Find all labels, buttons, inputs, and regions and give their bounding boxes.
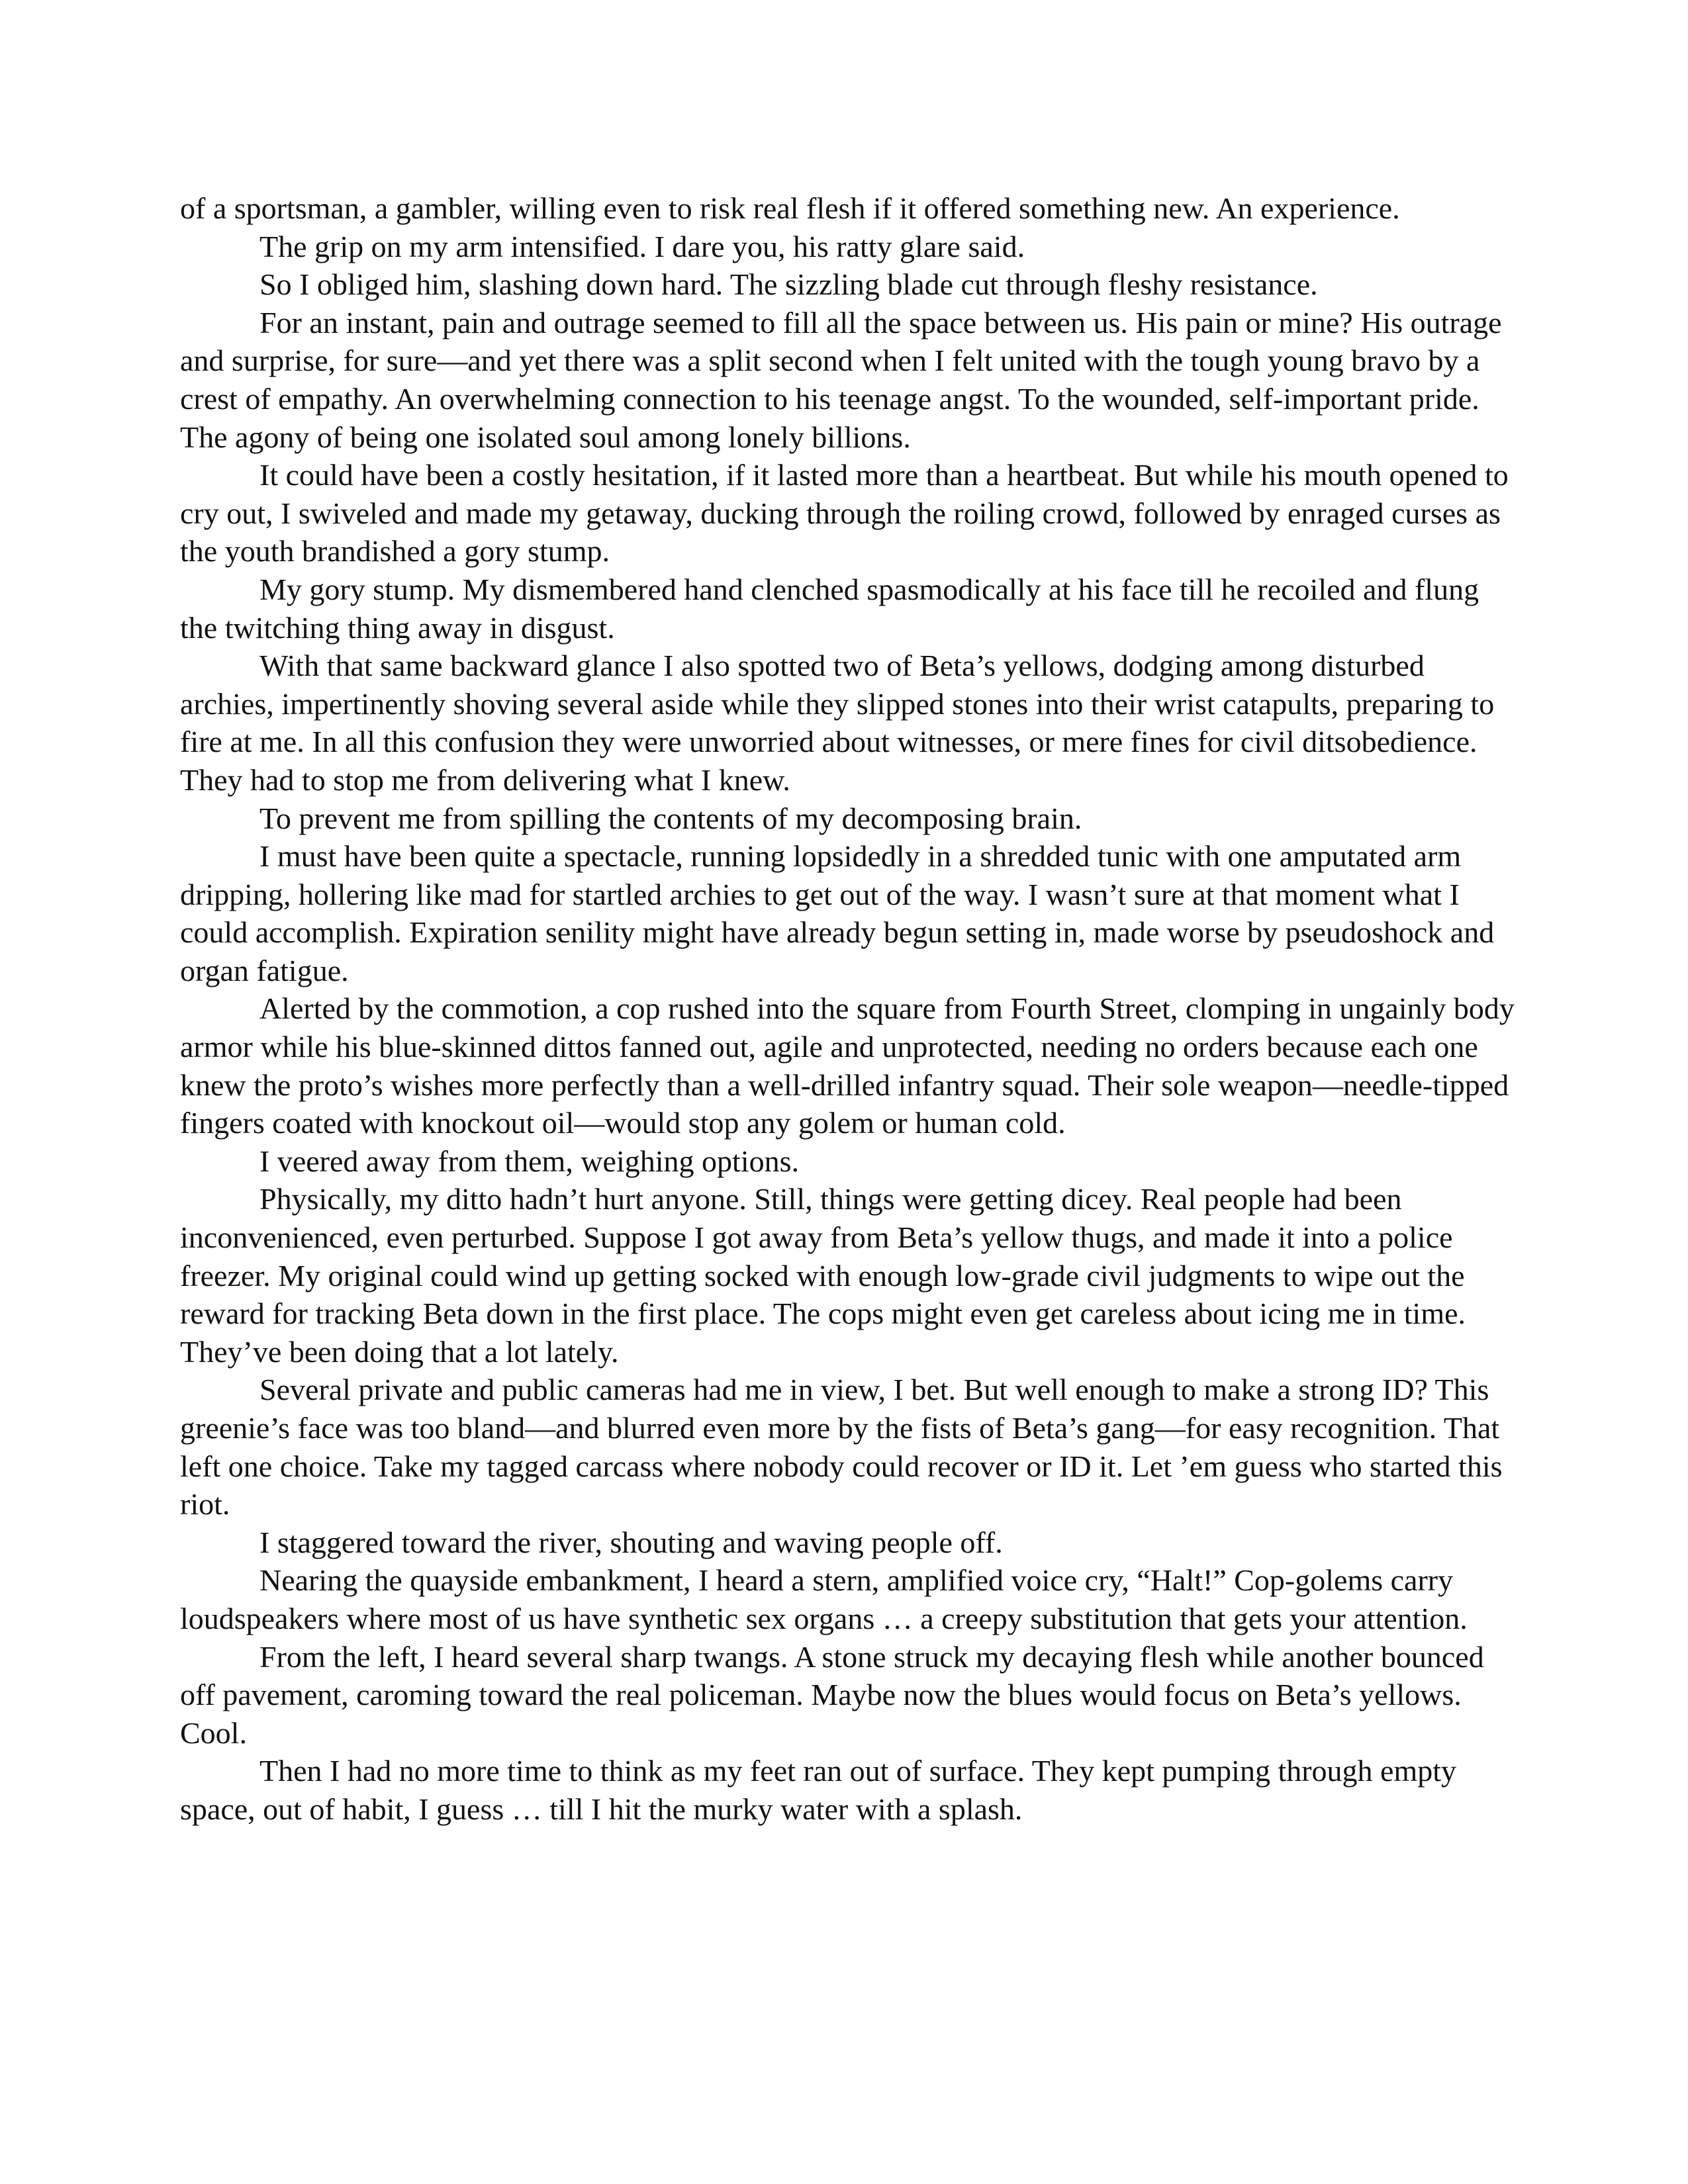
paragraph: My gory stump. My dismembered hand clenched spasmodically at his face till he recoiled and flung the twitching thing away in disgust. [180,572,1479,645]
paragraph: For an instant, pain and outrage seemed to fill all the space between us. His pain or mine? His outrage and surprise, for sure—and yet there was a split second when I felt united with the tough young bravo by a crest of empathy. An overwhelming connection to his teenage angst. To the wounded, self-important pride. The agony of being one isolated soul among lonely billions. [180,305,1502,454]
paragraph: Several private and public cameras had me in view, I bet. But well enough to make a strong ID? This greenie’s face was too bland—and blurred even more by the fists of Beta’s gang—for easy recognition. That left one choice. Take my tagged carcass where nobody could recover or ID it. Let ’em guess who started this riot. [180,1373,1503,1522]
paragraph: So I obliged him, slashing down hard. The sizzling blade cut through fleshy resistance. [259,267,1318,302]
paragraph: Then I had no more time to think as my feet ran out of surface. They kept pumping through empty space, out of habit, I guess … till I hit the murky water with a splash. [180,1754,1457,1826]
paragraph: The grip on my arm intensified. I dare you, his ratty glare said. [259,229,1025,263]
paragraph: I staggered toward the river, shouting and waving people off. [259,1525,1003,1559]
page-body [180,189,1517,1829]
paragraph: From the left, I heard several sharp twangs. A stone struck my decaying flesh while another bounced off pavement, caroming toward the real policeman. Maybe now the blues would focus on Beta’s yellows. Cool. [180,1639,1484,1750]
paragraph: It could have been a costly hesitation, if it lasted more than a heartbeat. But while his mouth opened to cry out, I swiveled and made my getaway, ducking through the roiling crowd, followed by enraged curses as the youth brandished a gory stump. [180,458,1509,569]
paragraph: Nearing the quayside embankment, I heard a stern, amplified voice cry, “Halt!” Cop-golems carry loudspeakers where most of us have synthetic sex organs … a creepy substitution that gets your attention. [180,1563,1468,1635]
paragraph: To prevent me from spilling the contents of my decomposing brain. [259,801,1082,835]
paragraph: Alerted by the commotion, a cop rushed into the square from Fourth Street, clomping in ungainly body armor while his blue-skinned dittos fanned out, agile and unprotected, needing no orders because each one knew the proto’s wishes more perfectly than a well-drilled infantry squad. Their sole weapon—needle-tipped fingers coated with knockout oil—would stop any golem or human cold. [180,991,1515,1140]
paragraph: of a sportsman, a gambler, willing even to risk real flesh if it offered something new. An experience. [180,191,1400,225]
paragraph: Physically, my ditto hadn’t hurt anyone. Still, things were getting dicey. Real people had been inconvenienced, even perturbed. Suppose I got away from Beta’s yellow thugs, and made it into a police freezer. My original could wind up getting socked with enough low-grade civil judgments to wipe out the reward for tracking Beta down in the first place. The cops might even get careless about icing me in time. They’ve been doing that a lot lately. [180,1182,1466,1369]
paragraph: I must have been quite a spectacle, running lopsidedly in a shredded tunic with one amputated arm dripping, hollering like mad for startled archies to get out of the way. I wasn’t sure at that moment what I could accomplish. Expiration senility might have already begun setting in, made worse by pseudoshock and organ fatigue. [180,839,1495,987]
paragraph: I veered away from them, weighing options. [259,1144,799,1178]
paragraph: With that same backward glance I also spotted two of Beta’s yellows, dodging among disturbed archies, impertinently shoving several aside while they slipped stones into their wrist catapults, preparing to fire at me. In all this confusion they were unworried about witnesses, or mere fines for civil ditsobedience. They had to stop me from delivering what I knew. [180,649,1495,797]
